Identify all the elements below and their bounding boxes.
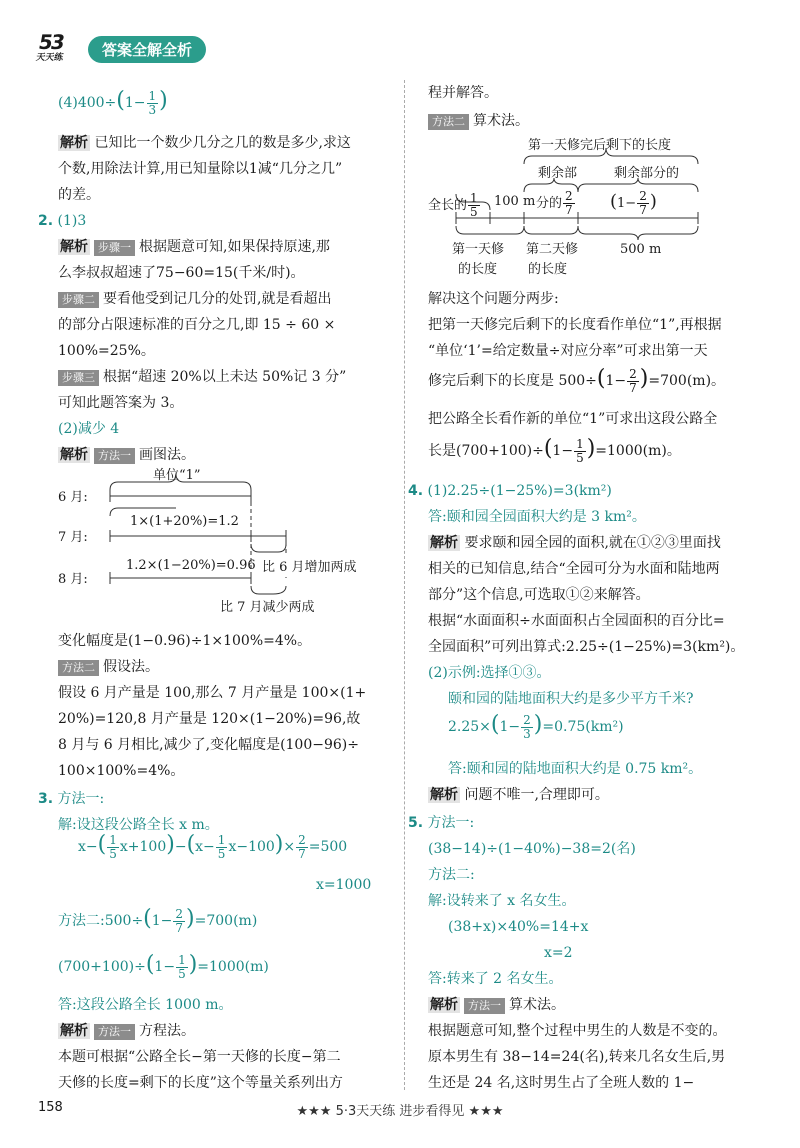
text: −: [174, 839, 187, 855]
q1-part4: (4)400÷(1− $\frac{1}{3}$ ): [58, 88, 168, 117]
rest-label-2: 剩余部分的: [614, 166, 680, 181]
unit-label: 单位“1”: [153, 468, 201, 483]
text: 解决这个问题分两步:: [428, 291, 559, 307]
fraction: [176, 954, 188, 981]
step-badge: 步骤三: [58, 370, 99, 386]
text: 算术法。: [473, 113, 529, 129]
method-badge: 方法一: [94, 448, 135, 464]
road-diagram: [428, 134, 768, 284]
analysis-label: 解析: [60, 239, 88, 255]
text: 方法二:500÷: [58, 913, 144, 929]
text: 么李叔叔超速了75−60=15(千米/时)。: [58, 265, 305, 281]
fraction: [173, 908, 185, 935]
100m-label: 100 m: [494, 194, 536, 209]
method-badge: 方法二: [428, 114, 469, 130]
text: 假设法。: [103, 659, 159, 675]
numerator: 1: [109, 832, 117, 847]
fraction: [296, 834, 308, 861]
text: x+100: [119, 839, 167, 855]
text: “单位‘1’=给定数量÷对应分率”可求出第一天: [428, 343, 708, 359]
increase-label: 比 6 月增加两成: [262, 556, 357, 575]
text: 长是(700+100)÷: [428, 443, 544, 459]
remaining-label: 第一天修完后剩下的长度: [528, 138, 672, 153]
text: 部分”这个信息,可选取①②来解答。: [428, 587, 650, 603]
second-day-label: 第二天修: [526, 242, 579, 257]
fraction: $\frac{2}{3}$: [523, 712, 531, 741]
second-day-label-2: 的长度: [528, 262, 568, 277]
question-number: 5.: [408, 815, 424, 831]
rest-label: 剩余部: [538, 166, 578, 181]
denominator: 3: [523, 726, 531, 741]
bar-diagram: [58, 468, 393, 618]
text: 画图法。: [139, 447, 195, 463]
q1-expr: (4)400÷: [58, 95, 117, 111]
denominator: 7: [298, 846, 306, 861]
decrease-label: 比 7 月减少两成: [220, 600, 315, 615]
answer: 答:这段公路全长 1000 m。: [58, 997, 233, 1013]
fraction: [637, 190, 649, 217]
page-number: 158: [38, 1100, 63, 1115]
footer-slogan: ★★★ 5·3天天练 进步看得见 ★★★: [296, 1104, 504, 1119]
text: 生还是 24 名,这时男生占了全班人数的 1−: [428, 1075, 695, 1091]
rest-fraction: (1− $\frac{2}{7}$ ): [610, 189, 657, 217]
text: ×: [283, 839, 296, 855]
numerator: 1: [178, 952, 186, 967]
june-label: 6 月:: [58, 490, 88, 505]
text: =1000(m): [197, 959, 269, 975]
analysis-label: 解析: [60, 447, 88, 463]
logo-text: 天天练: [35, 53, 64, 63]
answer: 答:颐和园全园面积大约是 3 km²。: [428, 509, 646, 525]
question-number: 2.: [38, 213, 54, 229]
method2-line1: 方法二:500÷(1− $\frac{2}{7}$ )=700(m): [58, 906, 258, 935]
question-number: 4.: [408, 483, 424, 499]
question-number: 3.: [38, 791, 54, 807]
text: 把第一天修完后剩下的长度看作单位“1”,再根据: [428, 317, 722, 333]
text: 方法一:: [427, 815, 475, 831]
text: 天修的长度=剩下的长度”这个等量关系列出方: [58, 1075, 343, 1091]
text: 2.25×: [448, 719, 491, 735]
denominator: 5: [576, 450, 584, 465]
denominator: 7: [629, 380, 637, 395]
text: 的部分占限速标准的百分之几,即 15 ÷ 60 ×: [58, 317, 336, 333]
text: 个数,用除法计算,用已知量除以1减“几分之几”: [58, 161, 343, 177]
text: 方法二:: [428, 867, 475, 883]
method-badge: 方法一: [94, 1024, 135, 1040]
numerator: 2: [565, 189, 573, 203]
july-expr: 1×(1+20%)=1.2: [130, 514, 239, 529]
numerator: 2: [629, 366, 637, 381]
denominator: 5: [109, 846, 117, 861]
text: 100×100%=4%。: [58, 763, 185, 779]
analysis-label: 解析: [430, 787, 458, 803]
text: =700(m): [194, 913, 258, 929]
text: 算术法。: [509, 997, 565, 1013]
answer: 答:颐和园的陆地面积大约是 0.75 km²。: [448, 761, 703, 777]
fraction: [574, 438, 586, 465]
denominator: 5: [470, 205, 478, 219]
denominator: 5: [178, 966, 186, 981]
text: 原本男生有 38−14=24(名),转来几名女生后,男: [428, 1049, 726, 1065]
text: 相关的已知信息,结合“全园可分为水面和陆地两: [428, 561, 720, 577]
text: 问题不唯一,合理即可。: [464, 787, 609, 803]
denominator: 7: [175, 920, 184, 935]
text: 解:设这段公路全长 x m。: [58, 817, 219, 833]
equation-1: x−( $\frac{1}{5}$ x+100)−(x− $\frac{1}{5}$ x−100)× $\frac{2}{7}$ =500: [78, 832, 348, 861]
first-day-label: 第一天修: [452, 242, 505, 257]
q1-expr-b: 1−: [124, 95, 146, 111]
fraction: [468, 192, 480, 219]
text: =500: [308, 839, 348, 855]
step2-calc: 长是(700+100)÷(1− $\frac{1}{5}$ )=1000(m)。: [428, 436, 681, 465]
answer: (2)减少 4: [58, 421, 120, 437]
text: 修完后剩下的长度是 500÷: [428, 373, 597, 389]
text: x−: [195, 839, 215, 855]
text: 100%=25%。: [58, 343, 155, 359]
solution: x=2: [544, 945, 573, 961]
analysis-1: [58, 130, 351, 156]
text: x−100: [228, 839, 275, 855]
denominator: 7: [565, 203, 573, 217]
numerator: 2: [639, 189, 647, 203]
text: 全长的: [428, 198, 468, 213]
fraction: [107, 834, 119, 861]
text: 程并解答。: [428, 85, 498, 101]
answer: (1)2.25÷(1−25%)=3(km²): [427, 483, 612, 499]
answer: (1)3: [57, 213, 87, 229]
answer: (38−14)÷(1−40%)−38=2(名): [428, 841, 636, 857]
text: 已知比一个数少几分之几的数是多少,求这: [94, 135, 351, 151]
text: 方程法。: [139, 1023, 195, 1039]
step-badge: 步骤二: [58, 292, 99, 308]
text: 根据题意可知,如果保持原速,那: [139, 239, 330, 255]
step-badge: 步骤一: [94, 240, 135, 256]
full-length-label: [428, 192, 481, 219]
method-badge: 方法一: [464, 998, 505, 1014]
text: 解:设转来了 x 名女生。: [428, 893, 576, 909]
solution: x=1000: [316, 877, 372, 893]
text: 分的: [536, 196, 563, 211]
equation: (38+x)×40%=14+x: [448, 919, 589, 935]
logo-number: 53: [36, 30, 65, 54]
first-day-label-2: 的长度: [458, 262, 498, 277]
text: 要看他受到记几分的处罚,就是看超出: [103, 291, 332, 307]
text: =1000(m)。: [595, 443, 681, 459]
answer: (2)示例:选择①③。: [428, 665, 551, 681]
step1-line: [58, 234, 330, 260]
question: 颐和园的陆地面积大约是多少平方千米?: [448, 691, 694, 707]
column-divider: [404, 80, 405, 1090]
text: 8 月与 6 月相比,减少了,变化幅度是(100−96)÷: [58, 737, 359, 753]
500m-label: 500 m: [620, 242, 662, 257]
text: x−: [78, 839, 98, 855]
analysis-label: 解析: [430, 535, 458, 551]
text: 方法一:: [57, 791, 105, 807]
numerator: 1: [148, 88, 157, 103]
numerator: 1: [576, 436, 584, 451]
land-calc: 2.25×(1− $\frac{2}{3}$ )=0.75(km²): [448, 712, 624, 741]
text: 根据题意可知,整个过程中男生的人数是不变的。: [428, 1023, 727, 1039]
fraction: [563, 190, 575, 217]
numerator: 2: [175, 906, 184, 921]
text: =700(m)。: [648, 373, 726, 389]
text: 根据“水面面积÷水面面积占全园面积的百分比=: [428, 613, 725, 629]
denominator: 7: [639, 203, 647, 217]
numerator: 1: [217, 832, 226, 847]
text: 的差。: [58, 187, 100, 203]
denominator: 3: [148, 102, 157, 117]
fraction: [216, 834, 228, 861]
text: 假设 6 月产量是 100,那么 7 月产量是 100×(1+: [58, 685, 367, 701]
method2-line2: (700+100)÷(1− $\frac{1}{5}$ )=1000(m): [58, 952, 269, 981]
text: 把公路全长看作新的单位“1”可求出这段公路全: [428, 411, 718, 427]
aug-label: 8 月:: [58, 572, 88, 587]
answer: 答:转来了 2 名女生。: [428, 971, 563, 987]
analysis-label: 解析: [60, 135, 88, 151]
fraction: [147, 90, 159, 117]
text: 根据“超速 20%以上未达 50%记 3 分”: [103, 369, 347, 385]
numerator: 1: [470, 191, 478, 205]
numerator: 2: [298, 832, 306, 847]
text: 20%)=120,8 月产量是 120×(1−20%)=96,故: [58, 711, 361, 727]
text: 要求颐和园全园的面积,就在①②③里面找: [464, 535, 721, 551]
text: 变化幅度是(1−0.96)÷1×100%=4%。: [58, 633, 312, 649]
denominator: 5: [217, 846, 226, 861]
text: (700+100)÷: [58, 959, 146, 975]
text: 全园面积”可列出算式:2.25÷(1−25%)=3(km²)。: [428, 639, 745, 655]
july-label: 7 月:: [58, 530, 88, 545]
analysis-label: 解析: [60, 1023, 88, 1039]
text: 可知此题答案为 3。: [58, 395, 184, 411]
method-badge: 方法二: [58, 660, 99, 676]
step1-calc: 修完后剩下的长度是 500÷(1− $\frac{2}{7}$ )=700(m)。: [428, 366, 726, 395]
fraction: [627, 368, 639, 395]
text: =0.75(km²): [542, 719, 624, 735]
text: 本题可根据“公路全长−第一天修的长度−第二: [58, 1049, 341, 1065]
logo: [35, 32, 88, 62]
aug-expr: 1.2×(1−20%)=0.96: [126, 558, 256, 573]
fraction-label: [536, 190, 576, 217]
section-tag: 答案全解全析: [88, 36, 206, 63]
analysis-label: 解析: [430, 997, 458, 1013]
